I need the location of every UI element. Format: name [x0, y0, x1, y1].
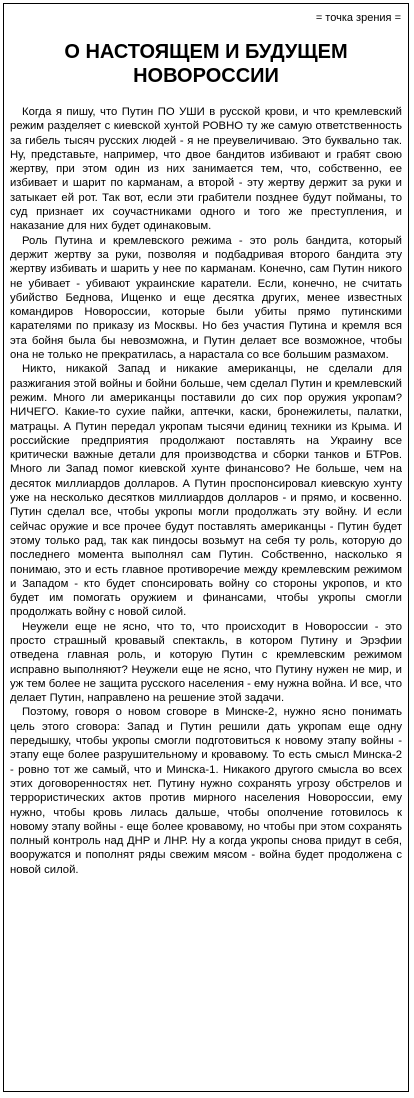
- article-body: [10, 105, 402, 1087]
- article-paragraph: Никто, никакой Запад и никакие американцы, не сделали для разжигания этой войны и бойни больше, чем сделал Путин и кремлевский режим. Много ли американцы поставили до сих пор оружия укропам? НИЧЕГО. Какие-то сухие пайки, аптечки, каски, бронежилеты, палатки, матрацы. А Путин передал укропам тысячи единиц техники из Крыма. И российские предприятия продолжают поставлять на Украину все критически важные детали для производства и сборки танков и БТРов. Много ли Запад помог киевской хунте финансово? Не больше, чем на десяток миллиардов долларов. А Путин проспонсировал киевскую хунту уже на несколько десятков миллиардов долларов - и прямо, и косвенно. Путин сделал все, чтобы укропы могли продолжать эту войну. И если сейчас оружие и все прочее будут поставлять американцы - Путин будет этому только рад, так как пиндосы возьмут на себя ту роль, которую до последнего момента выполнял сам Путин. Собственно, насколько я понимаю, это и есть главное противоречие между кремлевским режимом и Западом - кто будет спонсировать войну со стороны укропов, и кто будет им помогать оружием и финансами, чтобы укропы смогли продолжать войну с новой силой.: [10, 363, 402, 619]
- article-frame: [3, 3, 409, 1092]
- article-paragraph: Неужели еще не ясно, что то, что происходит в Новороссии - это просто страшный кровавый спектакль, в котором Путину и Эрэфии отведена главная роль, и которую Путин с кремлевским режимом исправно выполняют? Неужели еще не ясно, что Путину нужен не мир, и уж тем более не защита русского населения - ему нужна война. И все, что делает Путин, направлено на решение этой задачи.: [10, 620, 402, 705]
- article-paragraph: Когда я пишу, что Путин ПО УШИ в русской крови, и что кремлевский режим разделяет с киевской хунтой РОВНО ту же самую ответственность за гибель тысяч русских людей - я не преувеличиваю. Это буквально так. Ну, представьте, например, что двое бандитов избивают и грабят свою жертву, при этом один из них занимается тем, что, собственно, ее избивает и шарит по карманам, а второй - эту жертву держит за руки и затыкает ей рот. Так вот, если эти грабители позднее будут пойманы, то суд признает их соучастниками одного и того же преступления, и наказание для них будет одинаковым.: [10, 106, 402, 233]
- article-headline: О НАСТОЯЩЕМ И БУДУЩЕМ НОВОРОССИИ: [64, 41, 348, 87]
- article-paragraph: Роль Путина и кремлевского режима - это роль бандита, который держит жертву за руки, позволяя и подбадривая второго бандита эту жертву избивать и шарить у нее по карманам. Конечно, сам Путин никого не убивает - убивают украинские каратели. Если, конечно, не считать убийство Беднова, Ищенко и еще десятка других, менее известных командиров Новороссии, которые были убиты прямо путинскими карателями по приказу из Москвы. Но без участия Путина и кремля вся эта бойня была бы невозможна, и Путин делает все возможное, чтобы она не только не прекратилась, а нарастала со все большим размахом.: [10, 234, 402, 362]
- article-paragraph: Поэтому, говоря о новом сговоре в Минске-2, нужно ясно понимать цель этого сговора: Запад и Путин решили дать укропам еще одну передышку, чтобы укропы смогли подготовиться к новому этапу войны - этапу еще более разрушительному и кровавому. То есть смысл Минска-2 - ровно тот же самый, что и Минска-1. Никакого другого смысла во всех этих договоренностях нет. Путину нужно сохранять угрозу обстрелов и террористических актов против мирного населения Новороссии, ему нужно, чтобы кровь лилась дальше, чтобы ополчение готовилось к новому этапу войны - еще более кровавому, но чтобы при этом сохранять полный контроль над ДНР и ЛНР. Ну а когда укропы снова придут в себя, вооружатся и пополнят ряды свежим мясом - война будет продолжена с новой силой.: [10, 706, 402, 876]
- rubric-label: = точка зрения =: [315, 12, 401, 24]
